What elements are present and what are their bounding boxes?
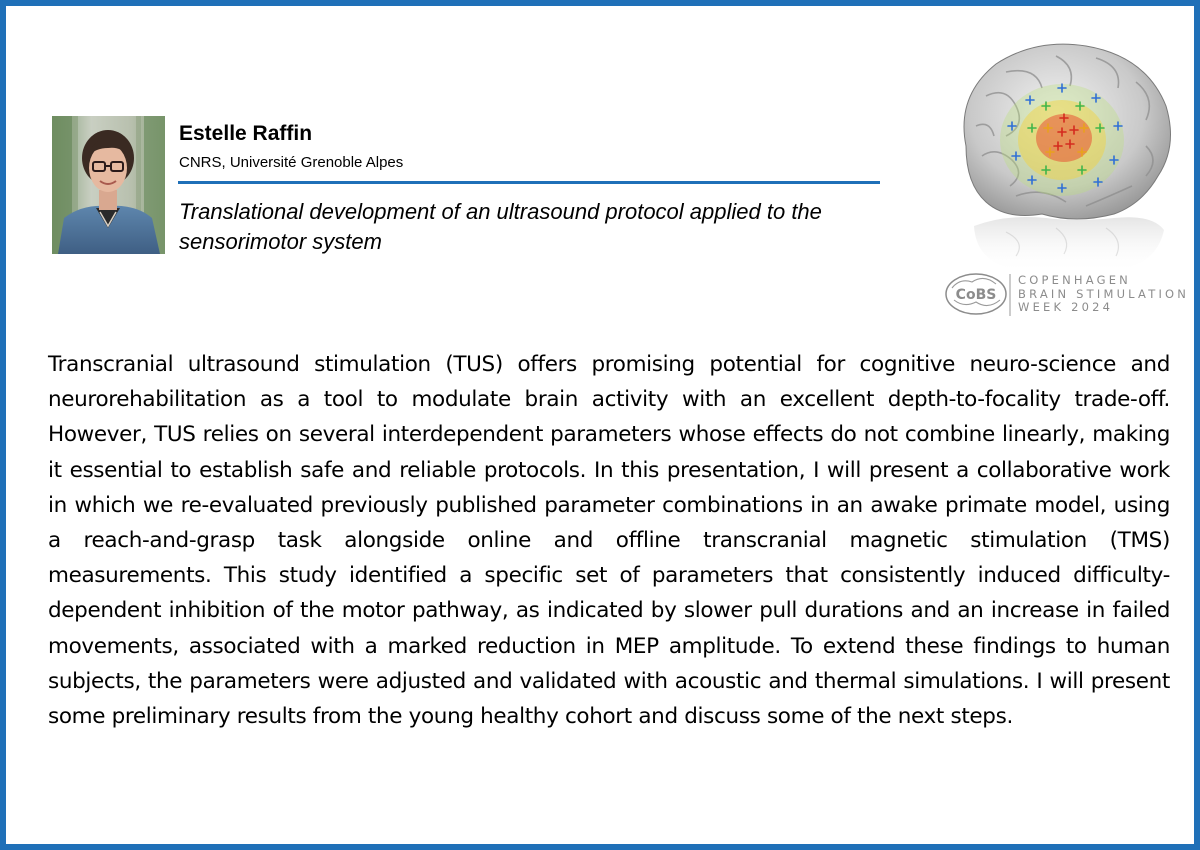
- cobs-logo-text: CoBS: [955, 287, 997, 303]
- speaker-name: Estelle Raffin: [179, 122, 313, 145]
- speaker-affiliation: CNRS, Université Grenoble Alpes: [179, 154, 404, 171]
- abstract-text: Transcranial ultrasound stimulation (TUS) offers promising potential for cognitive neuro-science and neurorehabilitation as a tool to modulate brain activity with an excellent depth-to-focality trade-off. However, TUS relies on several interdependent parameters whose effects do not combine linearly, making it essential to establish safe and reliable protocols. In this presentation, I will present a collaborative work in which we re-evaluated previously published parameter combinations in an awake primate model, using a reach-and-grasp task alongside online and offline transcranial magnetic stimulation (TMS) measurements. This study identified a specific set of parameters that consistently induced difficulty-dependent inhibition of the motor pathway, as indicated by slower pull durations and an increase in failed movements, associated with a marked reduction in MEP amplitude. To extend these findings to human subjects, the parameters were adjusted and validated with acoustic and thermal simulations. I will present some preliminary results from the young healthy cohort and discuss some of the next steps.: [48, 352, 1170, 730]
- speaker-photo: [52, 116, 165, 254]
- talk-title: Translational development of an ultrasound protocol applied to the sensorimotor system: [179, 199, 822, 254]
- event-name: [1018, 274, 1189, 315]
- title-divider: [178, 181, 880, 184]
- brain-stimulation-graphic: [946, 36, 1178, 276]
- event-line-3: WEEK 2024: [1018, 300, 1114, 314]
- event-line-1: COPENHAGEN: [1018, 273, 1131, 287]
- event-line-2: BRAIN STIMULATION: [1018, 286, 1190, 301]
